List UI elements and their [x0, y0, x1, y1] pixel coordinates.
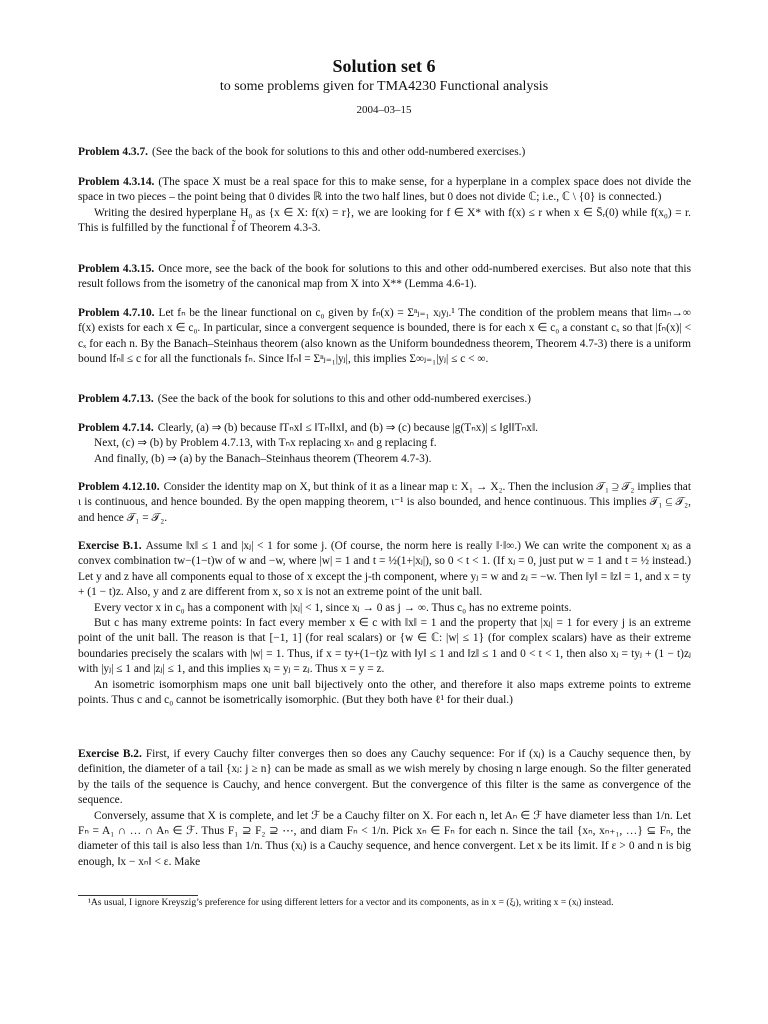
section-label: Problem 4.7.10.: [78, 307, 155, 319]
section-paragraph: (The space X must be a real space for this to make sense, for a hyperplane in a complex space does not divide the space in two pieces – the point being that 0 divides ℝ into the two half lines, but 0 does not divide ℂ; i.e., ℂ \ {0} is connected.): [78, 176, 691, 204]
section-problem-4-3-15: [78, 262, 691, 293]
section-paragraph: Once more, see the back of the book for solutions to this and other odd-numbered exercises. But also note that this result follows from the isometry of the canonical map from X into X** (Lemma 4.6-1).: [78, 263, 691, 291]
section-exercise-b-2: [78, 747, 691, 870]
footnote: [78, 897, 691, 910]
section-paragraph: Assume ‖x‖ ≤ 1 and |xⱼ| < 1 for some j. (Of course, the norm here is really ‖·‖∞.) We can write the component xⱼ as a convex combination tw−(1−t)w of w and −w, where |w| = 1 and t = ½(1+|xⱼ|), so 0 < t < 1. (If xⱼ = 0, just put w = 1 and t = ½ instead.) Let y and z have all components equal to those of x except the j-th component, where yⱼ = w and zⱼ = −w. Then ‖y‖ = ‖z‖ = 1, and x = ty + (1 − t)z. Also, y and z are different from x, so x is not an extreme point of the unit ball.: [78, 540, 692, 599]
section-paragraph: First, if every Cauchy filter converges then so does any Cauchy sequence: For if (xⱼ) is a Cauchy sequence then, by definition, the diameter of a tail {xⱼ: j ≥ n} can be made as small as we wish merely by chosing n large enough. So the filter generated by the tails of the sequence is Cauchy, and hence convergent. But the convergence of this filter is the same as convergence of the sequence.: [78, 748, 692, 807]
section-problem-4-3-7: [78, 145, 691, 160]
section-paragraph: Consider the identity map on X, but think of it as a linear map ι: X₁ → X₂. Then the inclusion 𝒯₁ ⊇ 𝒯₂ implies that ι is continuous, and hence bounded. By the open mapping theorem, ι⁻¹ is also bounded, and hence continuous. This implies 𝒯₁ ⊆ 𝒯₂, and hence 𝒯₁ = 𝒯₂.: [78, 481, 691, 524]
page-date: 2004–03–15: [356, 104, 412, 116]
section-label: Problem 4.3.14.: [78, 176, 155, 188]
section-paragraph: Let fₙ be the linear functional on c₀ given by fₙ(x) = Σⁿⱼ₌₁ xⱼyⱼ.¹ The condition of the problem means that limₙ→∞ f(x) exists for each x ∈ c₀. In particular, since a convergent sequence is bounded, there is for each x ∈ c₀ a constant cₓ so that |fₙ(x)| < cₓ for each n. By the Banach–Steinhaus theorem (also known as the Uniform boundedness theorem, Theorem 4.7-3) there is a uniform bound ‖fₙ‖ ≤ c for all the functionals fₙ. Since ‖fₙ‖ = Σⁿⱼ₌₁|yⱼ|, this implies Σ∞ⱼ₌₁|yⱼ| ≤ c < ∞.: [78, 307, 691, 366]
section-paragraph: An isometric isomorphism maps one unit ball bijectively onto the other, and therefore it also maps extreme points to extreme points. Thus c and c₀ cannot be isometrically isomorphic. (But they both have ℓ¹ for their dual.): [78, 678, 691, 707]
section-exercise-b-1: [78, 539, 691, 708]
section-paragraph: (See the back of the book for solutions to this and other odd-numbered exercises.): [157, 393, 531, 405]
footnote-text: ¹As usual, I ignore Kreyszig’s preference for using different letters for a vector and its components, as in x = (ξⱼ), writing x = (xⱼ) instead.: [88, 897, 614, 908]
section-label: Exercise B.1.: [78, 540, 142, 552]
section-paragraph: Next, (c) ⇒ (b) by Problem 4.7.13, with Tₙx replacing xₙ and g replacing f.: [94, 437, 437, 450]
section-label: Problem 4.12.10.: [78, 481, 160, 493]
section-paragraph: Clearly, (a) ⇒ (b) because ‖Tₙx‖ ≤ ‖Tₙ‖‖x‖, and (b) ⇒ (c) because |g(Tₙx)| ≤ ‖g‖‖Tₙx‖.: [157, 422, 539, 434]
page-title: Solution set 6: [332, 56, 436, 76]
section-problem-4-12-10: [78, 480, 691, 526]
section-label: Problem 4.3.7.: [78, 146, 149, 158]
section-label: Problem 4.7.14.: [78, 422, 154, 434]
section-problem-4-3-14: [78, 175, 691, 237]
section-label: Problem 4.3.15.: [78, 263, 155, 275]
section-label: Exercise B.2.: [78, 748, 142, 760]
section-paragraph: Every vector x in c₀ has a component with |xⱼ| < 1, since xⱼ → 0 as j → ∞. Thus c₀ has no extreme points.: [94, 601, 572, 614]
section-problem-4-7-10: [78, 306, 691, 368]
section-problem-4-7-14: [78, 421, 691, 467]
section-paragraph: (See the back of the book for solutions to this and other odd-numbered exercises.): [152, 146, 526, 158]
section-paragraph: But c has many extreme points: In fact every member x ∈ c with ‖x‖ = 1 and the property that |xⱼ| = 1 for every j is an extreme point of the unit ball. The reason is that [−1, 1] (for real scalars) or {w ∈ ℂ: |w| ≤ 1} (for complex scalars) have as their extreme boundaries precisely the scalars with |w| = 1. Thus, if x = ty+(1−t)z with ‖y‖ ≤ 1 and ‖z‖ ≤ 1 and 0 < t < 1, then also xⱼ = tyⱼ + (1 − t)zⱼ with |yⱼ| ≤ 1 and |zⱼ| ≤ 1, and this implies xⱼ = yⱼ = zⱼ. Thus x = y = z.: [78, 617, 691, 676]
section-paragraph: Writing the desired hyperplane H₀ as {x ∈ X: f(x) = r}, we are looking for f ∈ X* with f(x) ≤ r when x ∈ S̄ᵣ(0) while f(x₀) = r. This is fulfilled by the functional f̃ of Theorem 4.3-3.: [78, 206, 691, 235]
section-paragraph: And finally, (b) ⇒ (a) by the Banach–Steinhaus theorem (Theorem 4.7-3).: [94, 452, 432, 465]
section-label: Problem 4.7.13.: [78, 393, 154, 405]
section-problem-4-7-13: [78, 392, 691, 407]
footnote-rule: [78, 895, 198, 896]
section-paragraph: Conversely, assume that X is complete, and let ℱ be a Cauchy filter on X. For each n, let Aₙ ∈ ℱ have diameter less than 1/n. Let Fₙ = A₁ ∩ … ∩ Aₙ ∈ ℱ. Thus F₁ ⊇ F₂ ⊇ ⋯, and diam Fₙ < 1/n. Pick xₙ ∈ Fₙ for each n. Since the tail {xₙ, xₙ₊₁, …} ⊆ Fₙ, the diameter of this tail is also less than 1/n. Thus (xⱼ) is a Cauchy sequence, and hence convergent. Let x be its limit. If ε > 0 and n is big enough, ‖x − xₙ‖ < ε. Make: [78, 809, 691, 868]
page-subtitle: to some problems given for TMA4230 Functional analysis: [219, 79, 549, 94]
